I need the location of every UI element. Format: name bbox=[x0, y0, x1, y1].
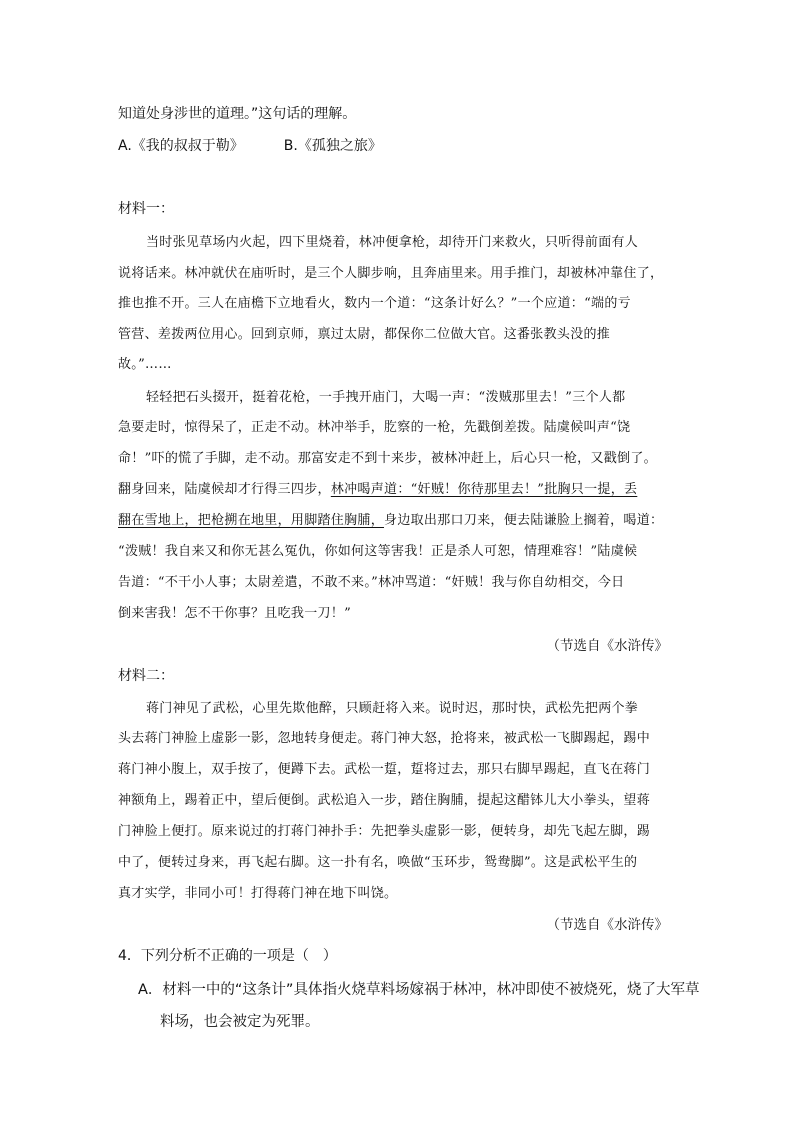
material2-paragraph-line: 门神脸上便打。原来说过的打蒋门神扑手：先把拳头虚影一影，便转身，却先飞起左脚，踢 bbox=[118, 824, 651, 839]
material2-paragraph-line: 蒋门神小腹上，双手按了，便蹲下去。武松一踅，踅将过去，那只右脚早踢起，直飞在蒋门 bbox=[118, 762, 651, 777]
material1-paragraph-line: “泼贼！我自来又和你无甚么冤仇，你如何这等害我！正是杀人可恕，情理难容！”陆虞候 bbox=[118, 544, 638, 559]
plain-text: 翻身回来，陆虞候却才行得三四步， bbox=[118, 482, 331, 497]
underlined-text: 翻在雪地上，把枪搠在地里，用脚踏住胸脯， bbox=[118, 513, 385, 528]
intro-text: 知道处身涉世的道理。”这句话的理解。 bbox=[118, 106, 357, 122]
option-row bbox=[118, 135, 382, 155]
material2-paragraph-line: 神额角上，踢着正中，望后便倒。武松追入一步，踏住胸脯，提起这醋钵儿大小拳头，望蒋 bbox=[118, 793, 651, 808]
material1-paragraph-line: 说将话来。林冲就伏在庙听时，是三个人脚步响，且奔庙里来。用手推门，却被林冲靠住了， bbox=[118, 266, 664, 281]
material1-paragraph-line: 管营、差拨两位用心。回到京师，禀过太尉，都保你二位做大官。这番张教头没的推 bbox=[118, 327, 611, 342]
material1-paragraph-line bbox=[118, 509, 674, 528]
plain-text: 身边取出那口刀来，便去陆谦脸上搁着，喝道： bbox=[384, 513, 664, 528]
material1-paragraph-line: 命！”吓的慌了手脚，走不动。那富安走不到十来步，被林冲赶上，后心只一枪，又戳倒了。 bbox=[118, 451, 657, 466]
option-b: B.《孤独之旅》 bbox=[283, 138, 382, 154]
material1-paragraph-line: 告道：“不干小人事；太尉差遣，不敢不来。”林冲骂道：“奸贼！我与你自幼相交，今日 bbox=[118, 575, 625, 590]
material1-paragraph-line: 急要走时，惊得呆了，正走不动。林冲举手，肐察的一枪，先戳倒差拨。陆虞候叫声“饶 bbox=[118, 420, 631, 435]
material1-heading: 材料一： bbox=[118, 201, 174, 217]
material2-paragraph-line: 蒋门神见了武松，心里先欺他醉，只顾赶将入来。说时迟，那时快，武松先把两个拳 bbox=[146, 701, 639, 716]
material1-paragraph-line: 故。”…… bbox=[118, 357, 172, 372]
material1-paragraph-line: 推也推不开。三人在庙檐下立地看火，数内一个道：“这条计好么？”一个应道：“端的亏 bbox=[118, 296, 631, 311]
material2-source: （节选自《水浒传》 bbox=[546, 917, 668, 933]
material1-paragraph-line bbox=[118, 478, 674, 497]
material2-paragraph-line: 中了，便转过身来，再飞起右脚。这一扑有名，唤做“玉环步，鸳鸯脚”。这是武松平生的 bbox=[118, 855, 638, 870]
material1-paragraph-line: 倒来害我！怎不干你事？且吃我一刀！” bbox=[118, 606, 352, 621]
underlined-text: 林冲喝声道：“奸贼！你待那里去！”批胸只一提，丢 bbox=[330, 482, 638, 497]
material1-source: （节选自《水浒传》 bbox=[546, 638, 668, 654]
option-a: A.《我的叔叔于勒》 bbox=[118, 138, 244, 154]
question-stem: 4．下列分析不正确的一项是（ ） bbox=[118, 948, 337, 964]
question-option-a-continued: 料场，也会被定为死罪。 bbox=[160, 1014, 320, 1030]
material2-paragraph-line: 真才实学，非同小可！打得蒋门神在地下叫饶。 bbox=[118, 886, 398, 901]
question-option-a: A．材料一中的“这条计”具体指火烧草料场嫁祸于林冲，林冲即使不被烧死，烧了大军草 bbox=[138, 982, 700, 998]
material1-paragraph-line: 轻轻把石头掇开，挺着花枪，一手拽开庙门，大喝一声：“泼贼那里去！”三个人都 bbox=[146, 390, 626, 405]
material2-heading: 材料二： bbox=[118, 668, 174, 684]
material2-paragraph-line: 头去蒋门神脸上虚影一影，忽地转身便走。蒋门神大怒，抢将来，被武松一飞脚踢起，踢中 bbox=[118, 731, 651, 746]
material1-paragraph-line: 当时张见草场内火起，四下里烧着，林冲便拿枪，却待开门来救火，只听得前面有人 bbox=[146, 235, 639, 250]
